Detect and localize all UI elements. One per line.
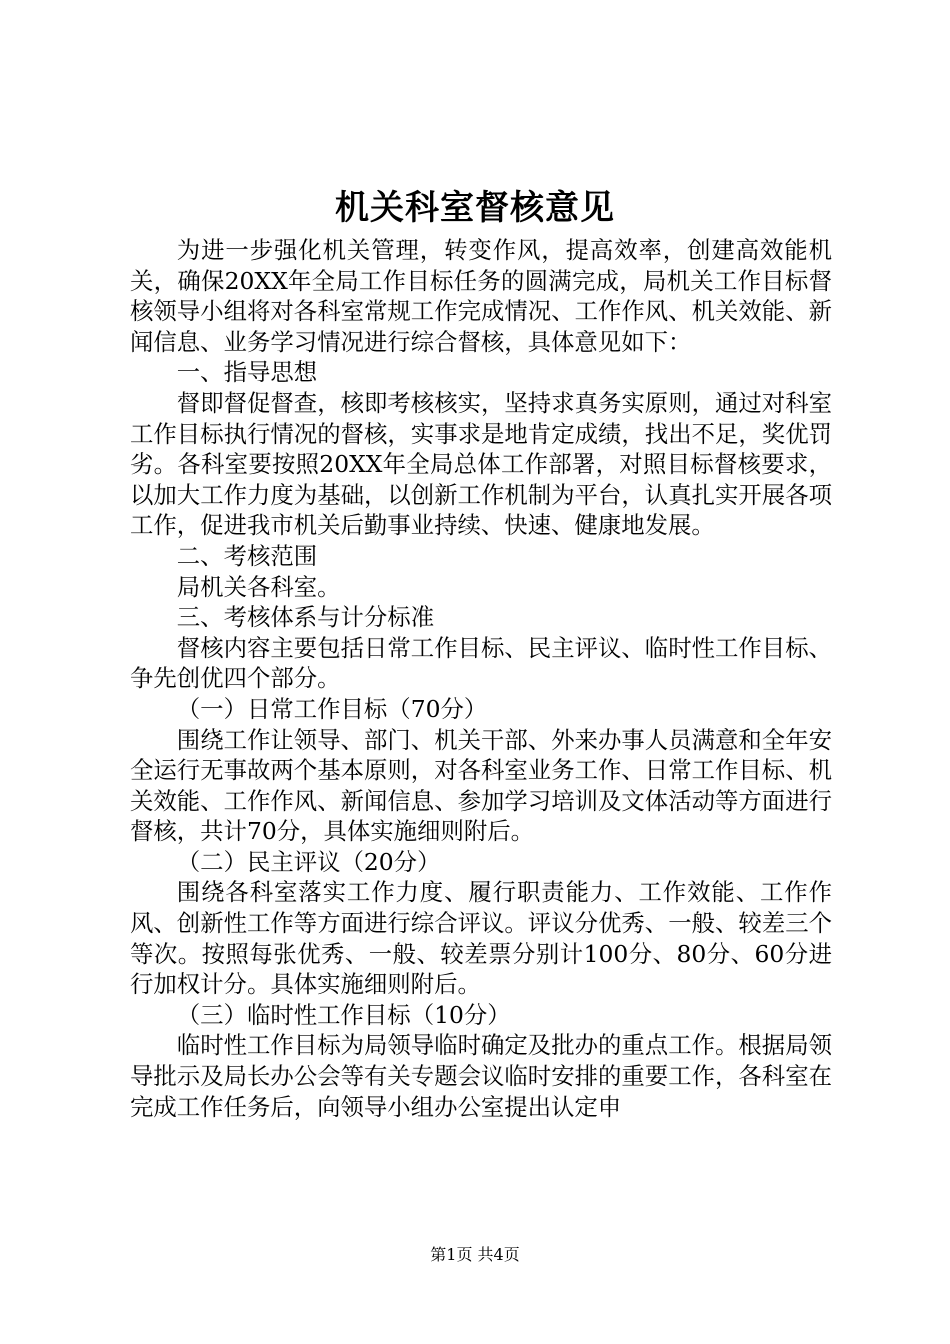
subheading-democratic-review: （二）民主评议（20分） xyxy=(176,847,441,876)
document-title: 机关科室督核意见 xyxy=(335,188,615,228)
heading-assessment-scope: 二、考核范围 xyxy=(176,541,318,570)
paragraph-assessment-scope: 局机关各科室。 xyxy=(176,572,341,601)
heading-scoring-system: 三、考核体系与计分标准 xyxy=(176,603,435,632)
document-body xyxy=(130,235,832,1122)
paragraph-daily-goals: 围绕工作让领导、部门、机关干部、外来办事人员满意和全年安全运行无事故两个基本原则，对各科室业务工作、日常工作目标、机关效能、工作作风、新闻信息、参加学习培训及文体活动等方面进行督核，共计70分，具体实施细则附后。 xyxy=(130,725,832,846)
heading-guiding-thought: 一、指导思想 xyxy=(176,358,318,387)
paragraph-intro: 为进一步强化机关管理，转变作风，提高效率，创建高效能机关，确保20XX年全局工作目标任务的圆满完成，局机关工作目标督核领导小组将对各科室常规工作完成情况、工作作风、机关效能、新闻信息、业务学习情况进行综合督核，具体意见如下： xyxy=(130,236,832,356)
paragraph-democratic-review: 围绕各科室落实工作力度、履行职责能力、工作效能、工作作风、创新性工作等方面进行综合评议。评议分优秀、一般、较差三个等次。按照每张优秀、一般、较差票分别计100分、80分、60分进行加权计分。具体实施细则附后。 xyxy=(130,878,832,999)
paragraph-guiding-thought: 督即督促督查，核即考核核实，坚持求真务实原则，通过对科室工作目标执行情况的督核，实事求是地肯定成绩，找出不足，奖优罚劣。各科室要按照20XX年全局总体工作部署，对照目标督核要求，以加大工作力度为基础，以创新工作机制为平台，认真扎实开展各项工作，促进我市机关后勤事业持续、快速、健康地发展。 xyxy=(130,388,832,540)
subheading-daily-goals: （一）日常工作目标（70分） xyxy=(176,694,488,723)
page-number-footer: 第1页 共4页 xyxy=(430,1245,520,1264)
subheading-temporary-goals: （三）临时性工作目标（10分） xyxy=(176,1000,511,1029)
paragraph-temporary-goals: 临时性工作目标为局领导临时确定及批办的重点工作。根据局领导批示及局长办公会等有关专题会议临时安排的重要工作，各科室在完成工作任务后，向领导小组办公室提出认定申 xyxy=(130,1031,832,1121)
paragraph-scoring-system: 督核内容主要包括日常工作目标、民主评议、临时性工作目标、争先创优四个部分。 xyxy=(130,633,832,693)
